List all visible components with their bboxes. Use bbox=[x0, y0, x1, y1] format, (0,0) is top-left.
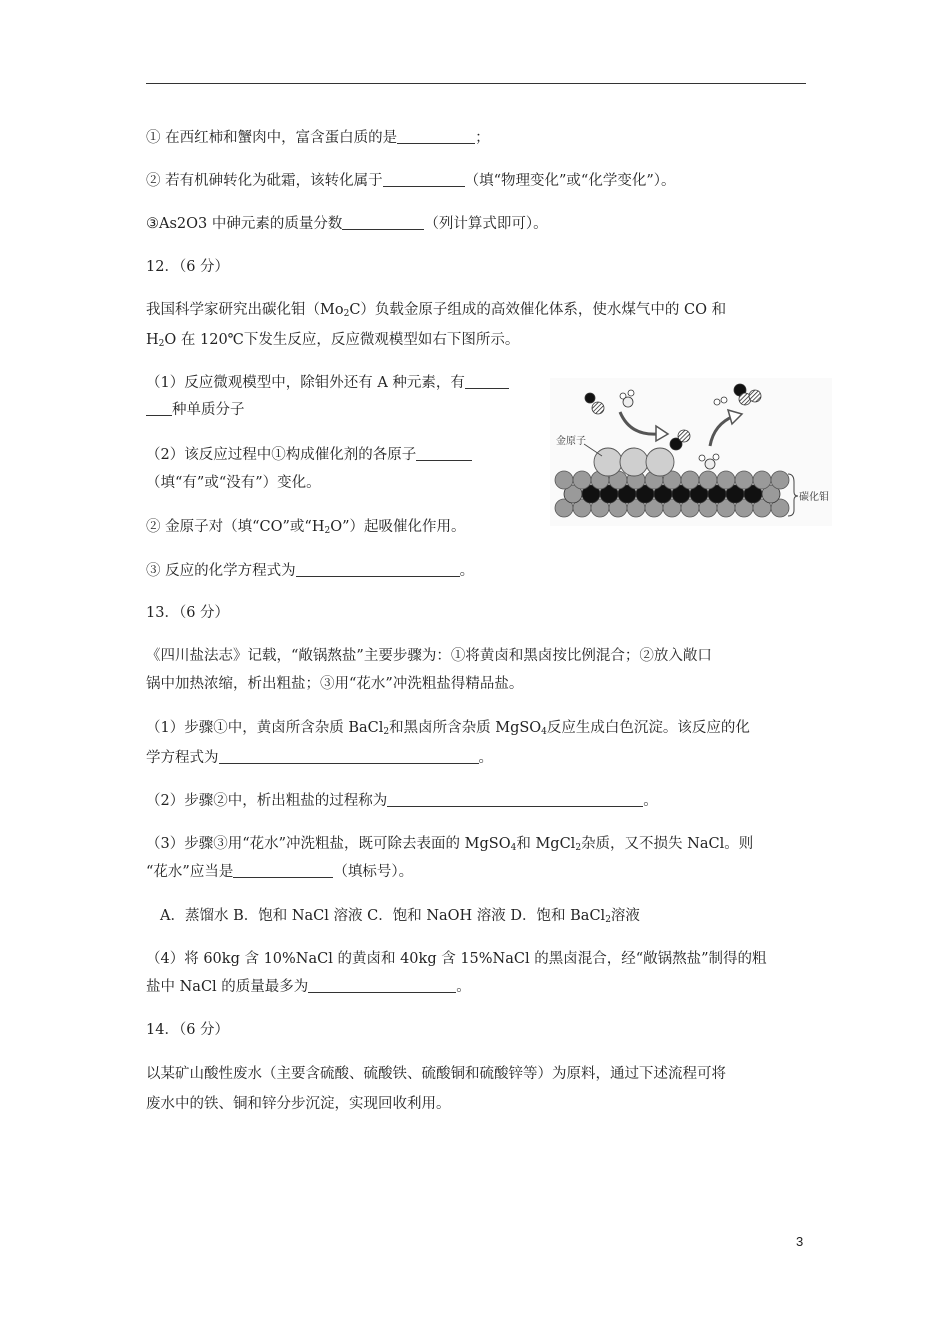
q13-part-3-line-2: “花水”应当是 （填标号）。 bbox=[146, 864, 414, 880]
answer-blank[interactable] bbox=[233, 863, 333, 878]
q13-options: A．蒸馏水 B．饱和 NaCl 溶液 C．饱和 NaOH 溶液 D．饱和 BaCl$_2$溶液 bbox=[160, 908, 640, 925]
answer-blank[interactable] bbox=[383, 172, 465, 187]
q12-number: 12．（6 分） bbox=[146, 259, 230, 275]
answer-blank[interactable] bbox=[465, 374, 509, 389]
q12-intro-line-2: $H_2O$ 在 120℃下发生反应，反应微观模型如右下图所示。 bbox=[146, 332, 520, 349]
q12-part-2-line-2: （填“有”或“没有”）变化。 bbox=[146, 475, 321, 491]
q13-part-1-line-2: 学方程式为 。 bbox=[146, 750, 493, 766]
answer-blank[interactable] bbox=[146, 401, 172, 416]
q13-part-3-line-1: （3）步骤③用“花水”冲洗粗盐，既可除去表面的 MgSO$_4$和 MgCl$_2$杂质，又不损失 NaCl。则 bbox=[146, 836, 754, 853]
page-number: 3 bbox=[796, 1234, 804, 1249]
q12-intro-line-1: 我国科学家研究出碳化钼$(Mo_2C)$负载金原子组成的高效催化体系，使水煤气中的 CO 和 bbox=[146, 302, 727, 319]
answer-blank[interactable] bbox=[296, 562, 460, 577]
q13-part-4-line-2: 盐中 NaCl 的质量最多为 。 bbox=[146, 979, 471, 995]
q12-part-2-line-1: （2）该反应过程中①构成催化剂的各原子 bbox=[146, 445, 472, 465]
q14-intro-line-1: 以某矿山酸性废水（主要含硫酸、硫酸铁、硫酸铜和硫酸锌等）为原料，通过下述流程可将 bbox=[146, 1066, 726, 1082]
moc-label: 碳化钼 bbox=[799, 492, 829, 503]
q12-part-1-line-2: 种单质分子 bbox=[146, 400, 245, 420]
q11-item-2: ② 若有机砷转化为砒霜，该转化属于 （填“物理变化”或“化学变化”）。 bbox=[146, 173, 676, 189]
q13-part-1-line-1: （1）步骤①中，黄卤所含杂质 BaCl$_2$和黑卤所含杂质 MgSO$_4$反应生成白色沉淀。该反应的化 bbox=[146, 720, 750, 737]
reaction-micro-model-figure bbox=[550, 378, 832, 526]
gold-atoms bbox=[594, 448, 674, 476]
q11-item-1: ① 在西红柿和蟹肉中，富含蛋白质的是 ； bbox=[146, 130, 490, 146]
header-rule bbox=[146, 83, 806, 84]
answer-blank[interactable] bbox=[387, 792, 643, 807]
q14-intro-line-2: 废水中的铁、铜和锌分步沉淀，实现回收利用。 bbox=[146, 1096, 451, 1112]
q13-part-4-line-1: （4）将 60kg 含 10%NaCl 的黄卤和 40kg 含 15%NaCl 的黑卤混合，经“敞锅熬盐”制得的粗 bbox=[146, 951, 767, 967]
q12-part-1-line-1: （1）反应微观模型中，除钼外还有 A 种元素，有 bbox=[146, 373, 509, 393]
q13-intro-line-1: 《四川盐法志》记载，“敞锅熬盐”主要步骤为：①将黄卤和黑卤按比例混合；②放入敞口 bbox=[146, 648, 712, 664]
q11-item-3: ③As2O3 中砷元素的质量分数 （列计算式即可）。 bbox=[146, 216, 548, 232]
q12-part-4: ③ 反应的化学方程式为 。 bbox=[146, 563, 475, 579]
q14-number: 14．（6 分） bbox=[146, 1022, 230, 1038]
answer-blank[interactable] bbox=[308, 978, 456, 993]
q13-number: 13．（6 分） bbox=[146, 605, 230, 621]
q13-part-2: （2）步骤②中，析出粗盐的过程称为 。 bbox=[146, 793, 658, 809]
gold-atom-label: 金原子 bbox=[556, 436, 586, 447]
answer-blank[interactable] bbox=[342, 215, 424, 230]
q12-part-3: ② 金原子对（填“CO”或“$H_2O$”）起吸催化作用。 bbox=[146, 519, 466, 536]
q13-intro-line-2: 锅中加热浓缩，析出粗盐；③用“花水”冲洗粗盐得精品盐。 bbox=[146, 676, 524, 692]
answer-blank[interactable] bbox=[397, 129, 475, 144]
answer-blank[interactable] bbox=[416, 446, 472, 461]
answer-blank[interactable] bbox=[219, 749, 479, 764]
